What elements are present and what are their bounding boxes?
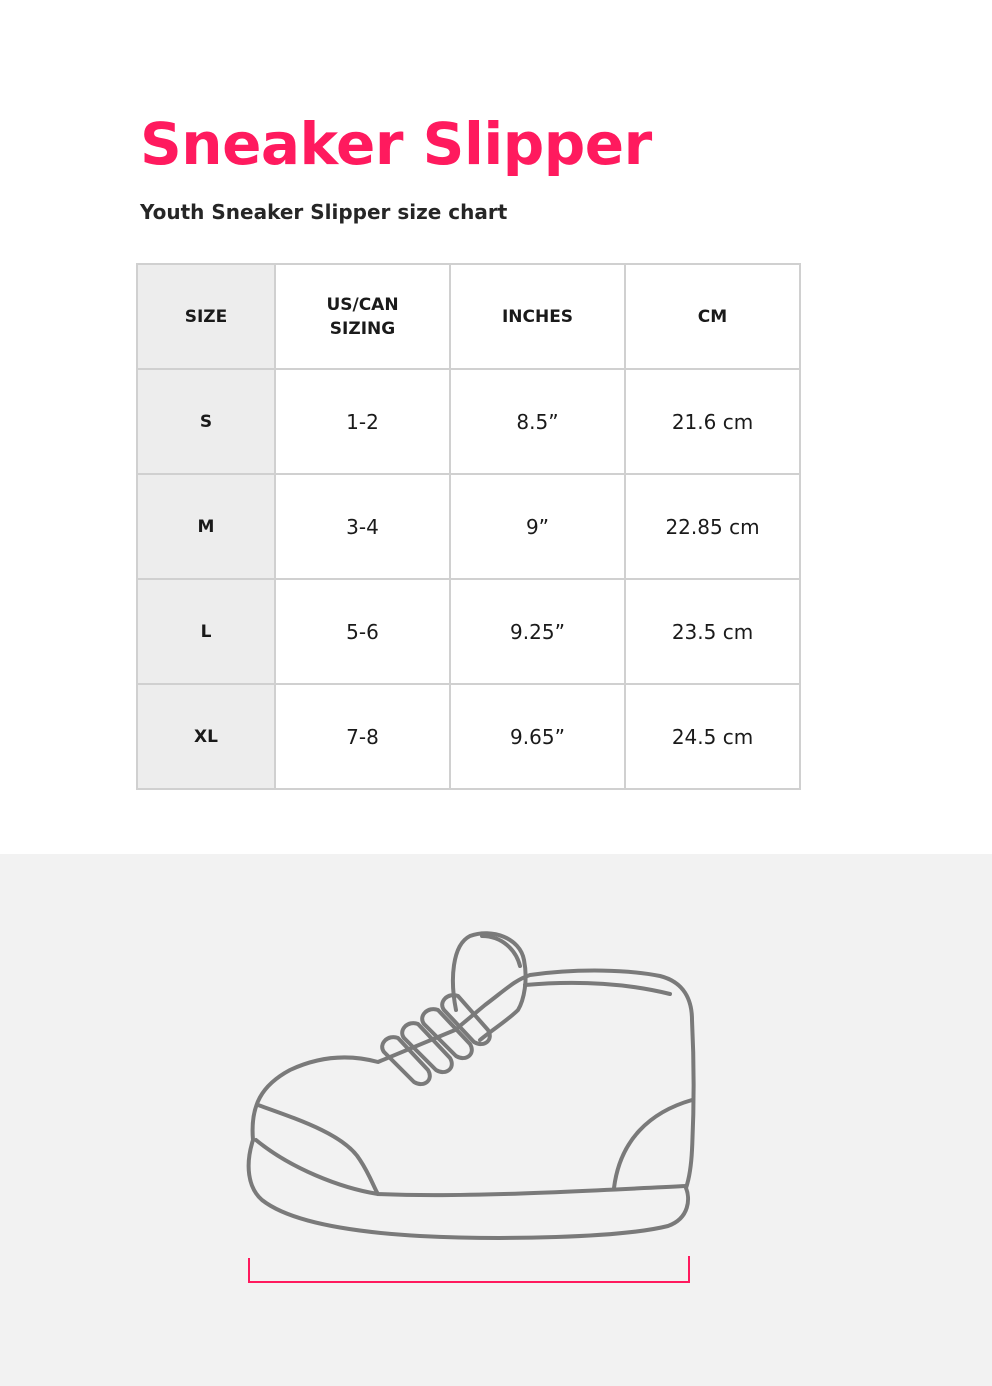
table-header-row xyxy=(137,264,800,369)
header-us-can-sizing xyxy=(275,264,450,369)
cell-us-can: 5-6 xyxy=(275,579,450,684)
cell-inches: 8.5” xyxy=(450,369,625,474)
sneaker-slipper-outline-icon xyxy=(0,854,992,1386)
cell-inches: 9.25” xyxy=(450,579,625,684)
cell-us-can: 1-2 xyxy=(275,369,450,474)
cell-inches: 9.65” xyxy=(450,684,625,789)
cell-inches: 9” xyxy=(450,474,625,579)
table-row xyxy=(137,369,800,474)
header-cm: CM xyxy=(625,264,800,369)
illustration-panel xyxy=(0,854,992,1386)
cell-cm: 24.5 cm xyxy=(625,684,800,789)
cell-size: S xyxy=(137,369,275,474)
page-title: Sneaker Slipper xyxy=(140,110,652,178)
cell-cm: 21.6 cm xyxy=(625,369,800,474)
table-row xyxy=(137,579,800,684)
length-bracket-icon xyxy=(249,1256,689,1282)
cell-us-can: 3-4 xyxy=(275,474,450,579)
cell-cm: 23.5 cm xyxy=(625,579,800,684)
header-us-can-sizing-label: US/CAN SIZING xyxy=(326,294,399,339)
cell-size: L xyxy=(137,579,275,684)
page-subtitle: Youth Sneaker Slipper size chart xyxy=(140,200,508,224)
table-row xyxy=(137,474,800,579)
size-chart-table xyxy=(136,263,801,790)
header-inches: INCHES xyxy=(450,264,625,369)
cell-us-can: 7-8 xyxy=(275,684,450,789)
cell-cm: 22.85 cm xyxy=(625,474,800,579)
cell-size: M xyxy=(137,474,275,579)
header-size: SIZE xyxy=(137,264,275,369)
cell-size: XL xyxy=(137,684,275,789)
table-row xyxy=(137,684,800,789)
